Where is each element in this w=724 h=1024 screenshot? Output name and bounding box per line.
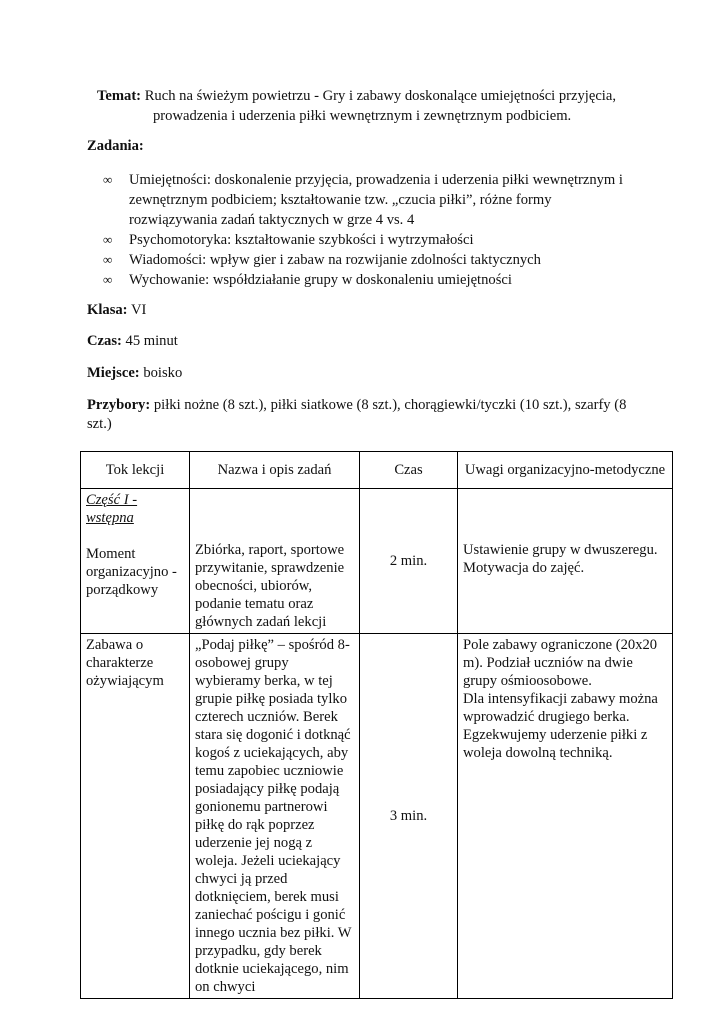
task-text: Wychowanie: współdziałanie grupy w doskonaleniu umiejętności <box>129 272 512 288</box>
place-label: Miejsce: <box>87 365 140 381</box>
cell-czas: 3 min. <box>360 634 458 999</box>
task-text: Psychomotoryka: kształtowanie szybkości i wytrzymałości <box>129 232 474 248</box>
topic-line-2: prowadzenia i uderzenia piłki wewnętrznym i zewnętrznym podbiciem. <box>153 108 572 124</box>
cell-tok <box>81 489 190 634</box>
header-tok-lekcji: Tok lekcji <box>81 452 190 489</box>
uwagi-text: Ustawienie grupy w dwuszeregu. Motywacja do zajęć. <box>463 542 658 576</box>
topic-line-1 <box>97 86 616 107</box>
task-text: zewnętrznym podbiciem; kształtowanie tzw. „czucia piłki”, różne formy <box>129 192 552 208</box>
class-field <box>87 300 146 321</box>
header-czas: Czas <box>360 452 458 489</box>
infinity-bullet-icon: ∞ <box>103 252 113 267</box>
cell-uwagi <box>458 634 673 999</box>
class-value: VI <box>130 302 147 318</box>
table-row <box>81 634 673 999</box>
tasks-heading: Zadania: <box>87 138 144 154</box>
cell-uwagi <box>458 489 673 634</box>
equipment-field-cont: szt.) <box>87 416 112 432</box>
time-label: Czas: <box>87 333 122 349</box>
cell-czas: 2 min. <box>360 489 458 634</box>
table-header-row <box>81 452 673 489</box>
infinity-bullet-icon: ∞ <box>103 272 113 287</box>
infinity-bullet-icon: ∞ <box>103 232 113 247</box>
task-text: Wiadomości: wpływ gier i zabaw na rozwijanie zdolności taktycznych <box>129 252 541 268</box>
topic-text-1: Ruch na świeżym powietrzu - Gry i zabawy doskonalące umiejętności przyjęcia, <box>144 88 616 104</box>
equipment-label: Przybory: <box>87 397 151 413</box>
class-label: Klasa: <box>87 302 128 318</box>
task-text: Umiejętności: doskonalenie przyjęcia, prowadzenia i uderzenia piłki wewnętrznym i <box>129 172 623 188</box>
place-value: boisko <box>143 365 183 381</box>
time-value: 45 minut <box>125 333 178 349</box>
header-nazwa-opis: Nazwa i opis zadań <box>190 452 360 489</box>
tok-text: Moment organizacyjno - porządkowy <box>86 546 177 598</box>
cell-opis: „Podaj piłkę” – spośród 8-osobowej grupy wybieramy berka, w tej grupie piłkę posiada tylko czterech uczniów. Berek stara się dogonić i dotknąć kogoś z uciekających, aby temu zapobiec uczniowie posiadający piłkę podają gonionemu partnerowi piłkę do rąk poprzez uderzenie jej nogą z woleja. Jeżeli uciekający chwyci ją przed dotknięciem, berek musi zaniechać pościgu i gonić innego ucznia bez piłki. W przypadku, gdy berek dotknie uciekającego, nim on chwyci <box>190 634 360 999</box>
uwagi-text-1: Pole zabawy ograniczone (20x20 m). Podział uczniów na dwie grupy ośmioosobowe. <box>463 637 658 689</box>
table-row <box>81 489 673 634</box>
place-field <box>87 363 182 384</box>
infinity-bullet-icon: ∞ <box>103 172 113 187</box>
topic-label: Temat: <box>97 88 142 104</box>
task-text: rozwiązywania zadań taktycznych w grze 4 vs. 4 <box>129 212 415 228</box>
equipment-field <box>87 395 626 416</box>
cell-tok: Zabawa o charakterze ożywiającym <box>81 634 190 999</box>
opis-text: Zbiórka, raport, sportowe przywitanie, sprawdzenie obecności, ubiorów, podanie tematu oraz głównych zadań lekcji <box>195 542 345 630</box>
cell-opis <box>190 489 360 634</box>
time-field <box>87 331 178 352</box>
header-uwagi: Uwagi organizacyjno-metodyczne <box>458 452 673 489</box>
uwagi-text-2: Dla intensyfikacji zabawy można wprowadzić drugiego berka. Egzekwujemy uderzenie piłki z woleja dowolną techniką. <box>463 691 658 761</box>
lesson-table <box>80 451 673 999</box>
equipment-value: piłki nożne (8 szt.), piłki siatkowe (8 szt.), chorągiewki/tyczki (10 szt.), szarfy (8 <box>153 397 627 413</box>
section-title: Część I - wstępna <box>86 492 138 526</box>
